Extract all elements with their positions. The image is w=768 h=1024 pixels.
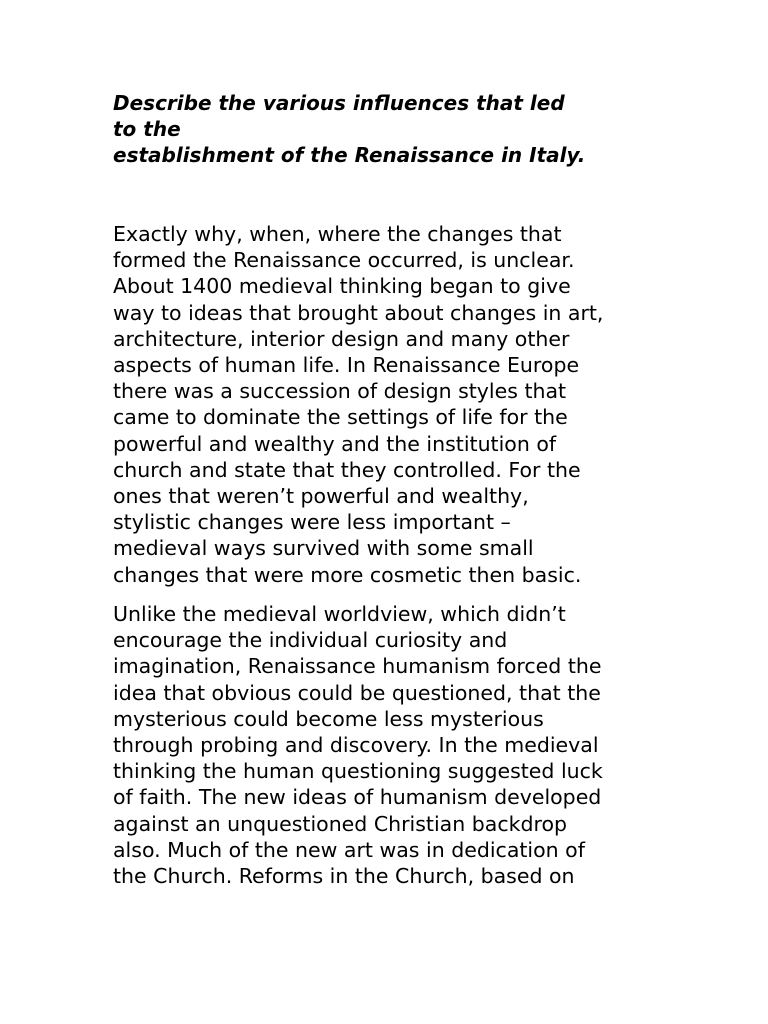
paragraph-line: there was a succession of design styles that <box>113 379 567 404</box>
paragraph-line: the Church. Reforms in the Church, based on <box>113 864 575 889</box>
paragraph-line: idea that obvious could be questioned, that the <box>113 680 601 705</box>
paragraph-line: encourage the individual curiosity and <box>113 628 508 653</box>
paragraph-line: formed the Renaissance occurred, is unclear. <box>113 248 575 273</box>
heading-line: to the <box>113 117 181 141</box>
paragraph-line: Exactly why, when, where the changes that <box>113 222 562 246</box>
body-paragraph-1 <box>113 221 693 588</box>
paragraph-line: changes that were more cosmetic then basic. <box>113 562 582 587</box>
paragraph-line: church and state that they controlled. For the <box>113 457 581 482</box>
heading-line: Describe the various influences that led <box>113 91 565 115</box>
paragraph-line: of faith. The new ideas of humanism developed <box>113 785 602 810</box>
paragraph-line: Unlike the medieval worldview, which didn’t <box>113 602 566 626</box>
document-heading <box>113 90 673 168</box>
paragraph-line: came to dominate the settings of life for the <box>113 405 568 430</box>
paragraph-line: stylistic changes were less important – <box>113 510 511 535</box>
heading-line: establishment of the Renaissance in Italy. <box>113 143 586 167</box>
paragraph-line: aspects of human life. In Renaissance Europe <box>113 353 580 378</box>
paragraph-line: medieval ways survived with some small <box>113 536 534 561</box>
body-paragraph-2 <box>113 601 693 889</box>
paragraph-line: architecture, interior design and many other <box>113 326 570 351</box>
paragraph-line: against an unquestioned Christian backdrop <box>113 811 568 836</box>
paragraph-line: through probing and discovery. In the medieval <box>113 733 599 758</box>
paragraph-line: way to ideas that brought about changes in art, <box>113 300 604 325</box>
paragraph-line: About 1400 medieval thinking began to give <box>113 274 571 299</box>
paragraph-line: also. Much of the new art was in dedication of <box>113 837 585 862</box>
paragraph-line: ones that weren’t powerful and wealthy, <box>113 484 529 509</box>
paragraph-line: mysterious could become less mysterious <box>113 706 544 731</box>
paragraph-line: imagination, Renaissance humanism forced the <box>113 654 602 679</box>
paragraph-line: powerful and wealthy and the institution of <box>113 431 557 456</box>
paragraph-line: thinking the human questioning suggested luck <box>113 759 603 784</box>
